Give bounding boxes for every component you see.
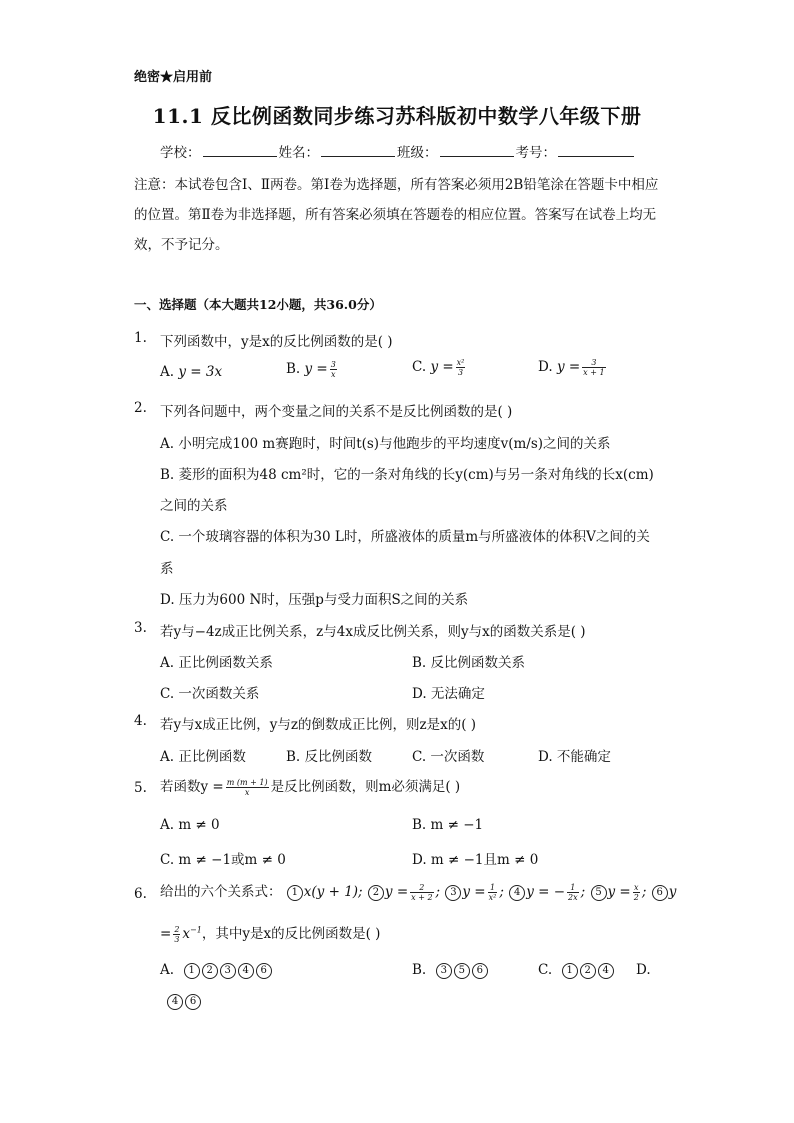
question-number: 1. xyxy=(134,330,147,346)
question-number: 4. xyxy=(134,713,147,729)
option-b[interactable]: B. m ≠ −1 xyxy=(412,817,484,833)
option-letter: D. xyxy=(636,962,651,978)
question-text: 若函数y = $\frac{m (m + 1)}{x}$ 是反比例函数，则m必须满足( ) xyxy=(160,778,461,797)
class-label: 班级： xyxy=(397,145,438,161)
question-number: 3. xyxy=(134,620,147,636)
question-text: 若y与−4z成正比例关系，z与4x成反比例关系，则y与x的函数关系是( ) xyxy=(160,624,586,640)
question-text-part: 是反比例函数，则m必须满足( ) xyxy=(270,779,461,795)
option-a[interactable]: A. 正比例函数 xyxy=(160,749,246,765)
question-text: 给出的六个关系式： 1 x(y + 1); 2 y = $\frac{2}{x + 2}$ ; 3 y = $\frac{1}{\text{x²}}$ ; 4 y = − $\frac{1}{2x}$ ; 5 y = $\frac{x}{2}$ ; 6 y xyxy=(160,883,677,902)
option-c-continued: 系 xyxy=(160,561,174,577)
option-d[interactable]: D. 不能确定 xyxy=(538,749,611,765)
option-c[interactable]: C. 一次函数 xyxy=(412,749,485,765)
question-number: 5. xyxy=(134,780,147,796)
option-b[interactable]: B. 菱形的面积为48 cm²时，它的一条对角线的长y(cm)与另一条对角线的长x(cm) xyxy=(160,467,654,483)
class-field[interactable] xyxy=(440,143,514,157)
question-text: 若y与x成正比例，y与z的倒数成正比例，则z是x的( ) xyxy=(160,717,477,733)
question-text-line-2: = $\frac{2}{3}$ $x^{-1}$，其中y是x的反比例函数是( ) xyxy=(160,925,381,944)
option-letter: C. xyxy=(412,359,427,375)
option-letter: A. xyxy=(160,962,175,978)
option-a[interactable]: A. m ≠ 0 xyxy=(160,817,220,833)
option-b[interactable]: B. 3 5 6 xyxy=(412,962,489,979)
option-c[interactable]: C. 一个玻璃容器的体积为30 L时，所盛液体的质量m与所盛液体的体积V之间的关 xyxy=(160,529,650,545)
question-text-part: 若函数y = xyxy=(160,779,224,795)
question-number: 6. xyxy=(134,886,147,902)
secret-label: 绝密★启用前 xyxy=(134,70,213,85)
option-d[interactable]: D. y = $\frac{3}{x + 1}$ xyxy=(538,358,605,377)
option-b-continued: 之间的关系 xyxy=(160,498,228,514)
option-a[interactable]: A. 正比例函数关系 xyxy=(160,655,273,671)
option-c[interactable]: C. m ≠ −1或m ≠ 0 xyxy=(160,852,286,868)
option-letter: C. xyxy=(538,962,553,978)
section-detail: （本大题共12小题，共36.0分） xyxy=(196,297,382,312)
option-d[interactable] xyxy=(636,962,651,978)
school-label: 学校： xyxy=(160,145,201,161)
exam-number-field[interactable] xyxy=(558,143,634,157)
option-a[interactable]: A. 1 2 3 4 6 xyxy=(160,962,273,979)
notice-text: 注意：本试卷包含Ⅰ、Ⅱ两卷。第Ⅰ卷为选择题，所有答案必须用2B铅笔涂在答题卡中相应的位置。第Ⅱ卷为非选择题，所有答案必须填在答题卷的相应位置。答案写在试卷上均无效，不予记分。 xyxy=(134,177,659,253)
section-label: 一、选择题 xyxy=(134,297,197,312)
option-letter: B. xyxy=(286,361,301,377)
option-c[interactable]: C. 一次函数关系 xyxy=(160,686,260,702)
option-letter: A. xyxy=(160,364,175,380)
option-c[interactable]: C. 1 2 4 xyxy=(538,962,615,979)
name-field[interactable] xyxy=(321,143,395,157)
question-text: 下列函数中，y是x的反比例函数的是( ) xyxy=(160,334,393,350)
option-d[interactable]: D. m ≠ −1且m ≠ 0 xyxy=(412,852,539,868)
option-letter: D. xyxy=(538,359,553,375)
question-number: 2. xyxy=(134,400,147,416)
school-field[interactable] xyxy=(203,143,277,157)
name-label: 姓名： xyxy=(278,145,319,161)
question-text-part: 给出的六个关系式： xyxy=(160,884,282,900)
exam-number-label: 考号： xyxy=(515,145,556,161)
question-text: 下列各问题中，两个变量之间的关系不是反比例函数的是( ) xyxy=(160,404,513,420)
student-info-line xyxy=(160,141,636,161)
question-text-part: ，其中y是x的反比例函数是( ) xyxy=(201,926,381,942)
option-a[interactable]: A. 小明完成100 m赛跑时，时间t(s)与他跑步的平均速度v(m/s)之间的关系 xyxy=(160,436,611,452)
page-title: 11.1 反比例函数同步练习苏科版初中数学八年级下册 xyxy=(152,104,642,128)
option-d-continued: 4 6 xyxy=(166,993,202,1010)
option-c[interactable]: C. y = $\frac{\text{x²}}{3}$ xyxy=(412,358,465,377)
option-b[interactable]: B. 反比例函数 xyxy=(286,749,373,765)
option-letter: B. xyxy=(412,962,427,978)
section-heading xyxy=(134,295,382,313)
option-b[interactable]: B. y = $\frac{3}{x}$ xyxy=(286,360,336,379)
option-d[interactable]: D. 无法确定 xyxy=(412,686,485,702)
option-a[interactable]: A. y = 3x xyxy=(160,364,223,380)
option-d[interactable]: D. 压力为600 N时，压强p与受力面积S之间的关系 xyxy=(160,592,469,608)
option-b[interactable]: B. 反比例函数关系 xyxy=(412,655,526,671)
